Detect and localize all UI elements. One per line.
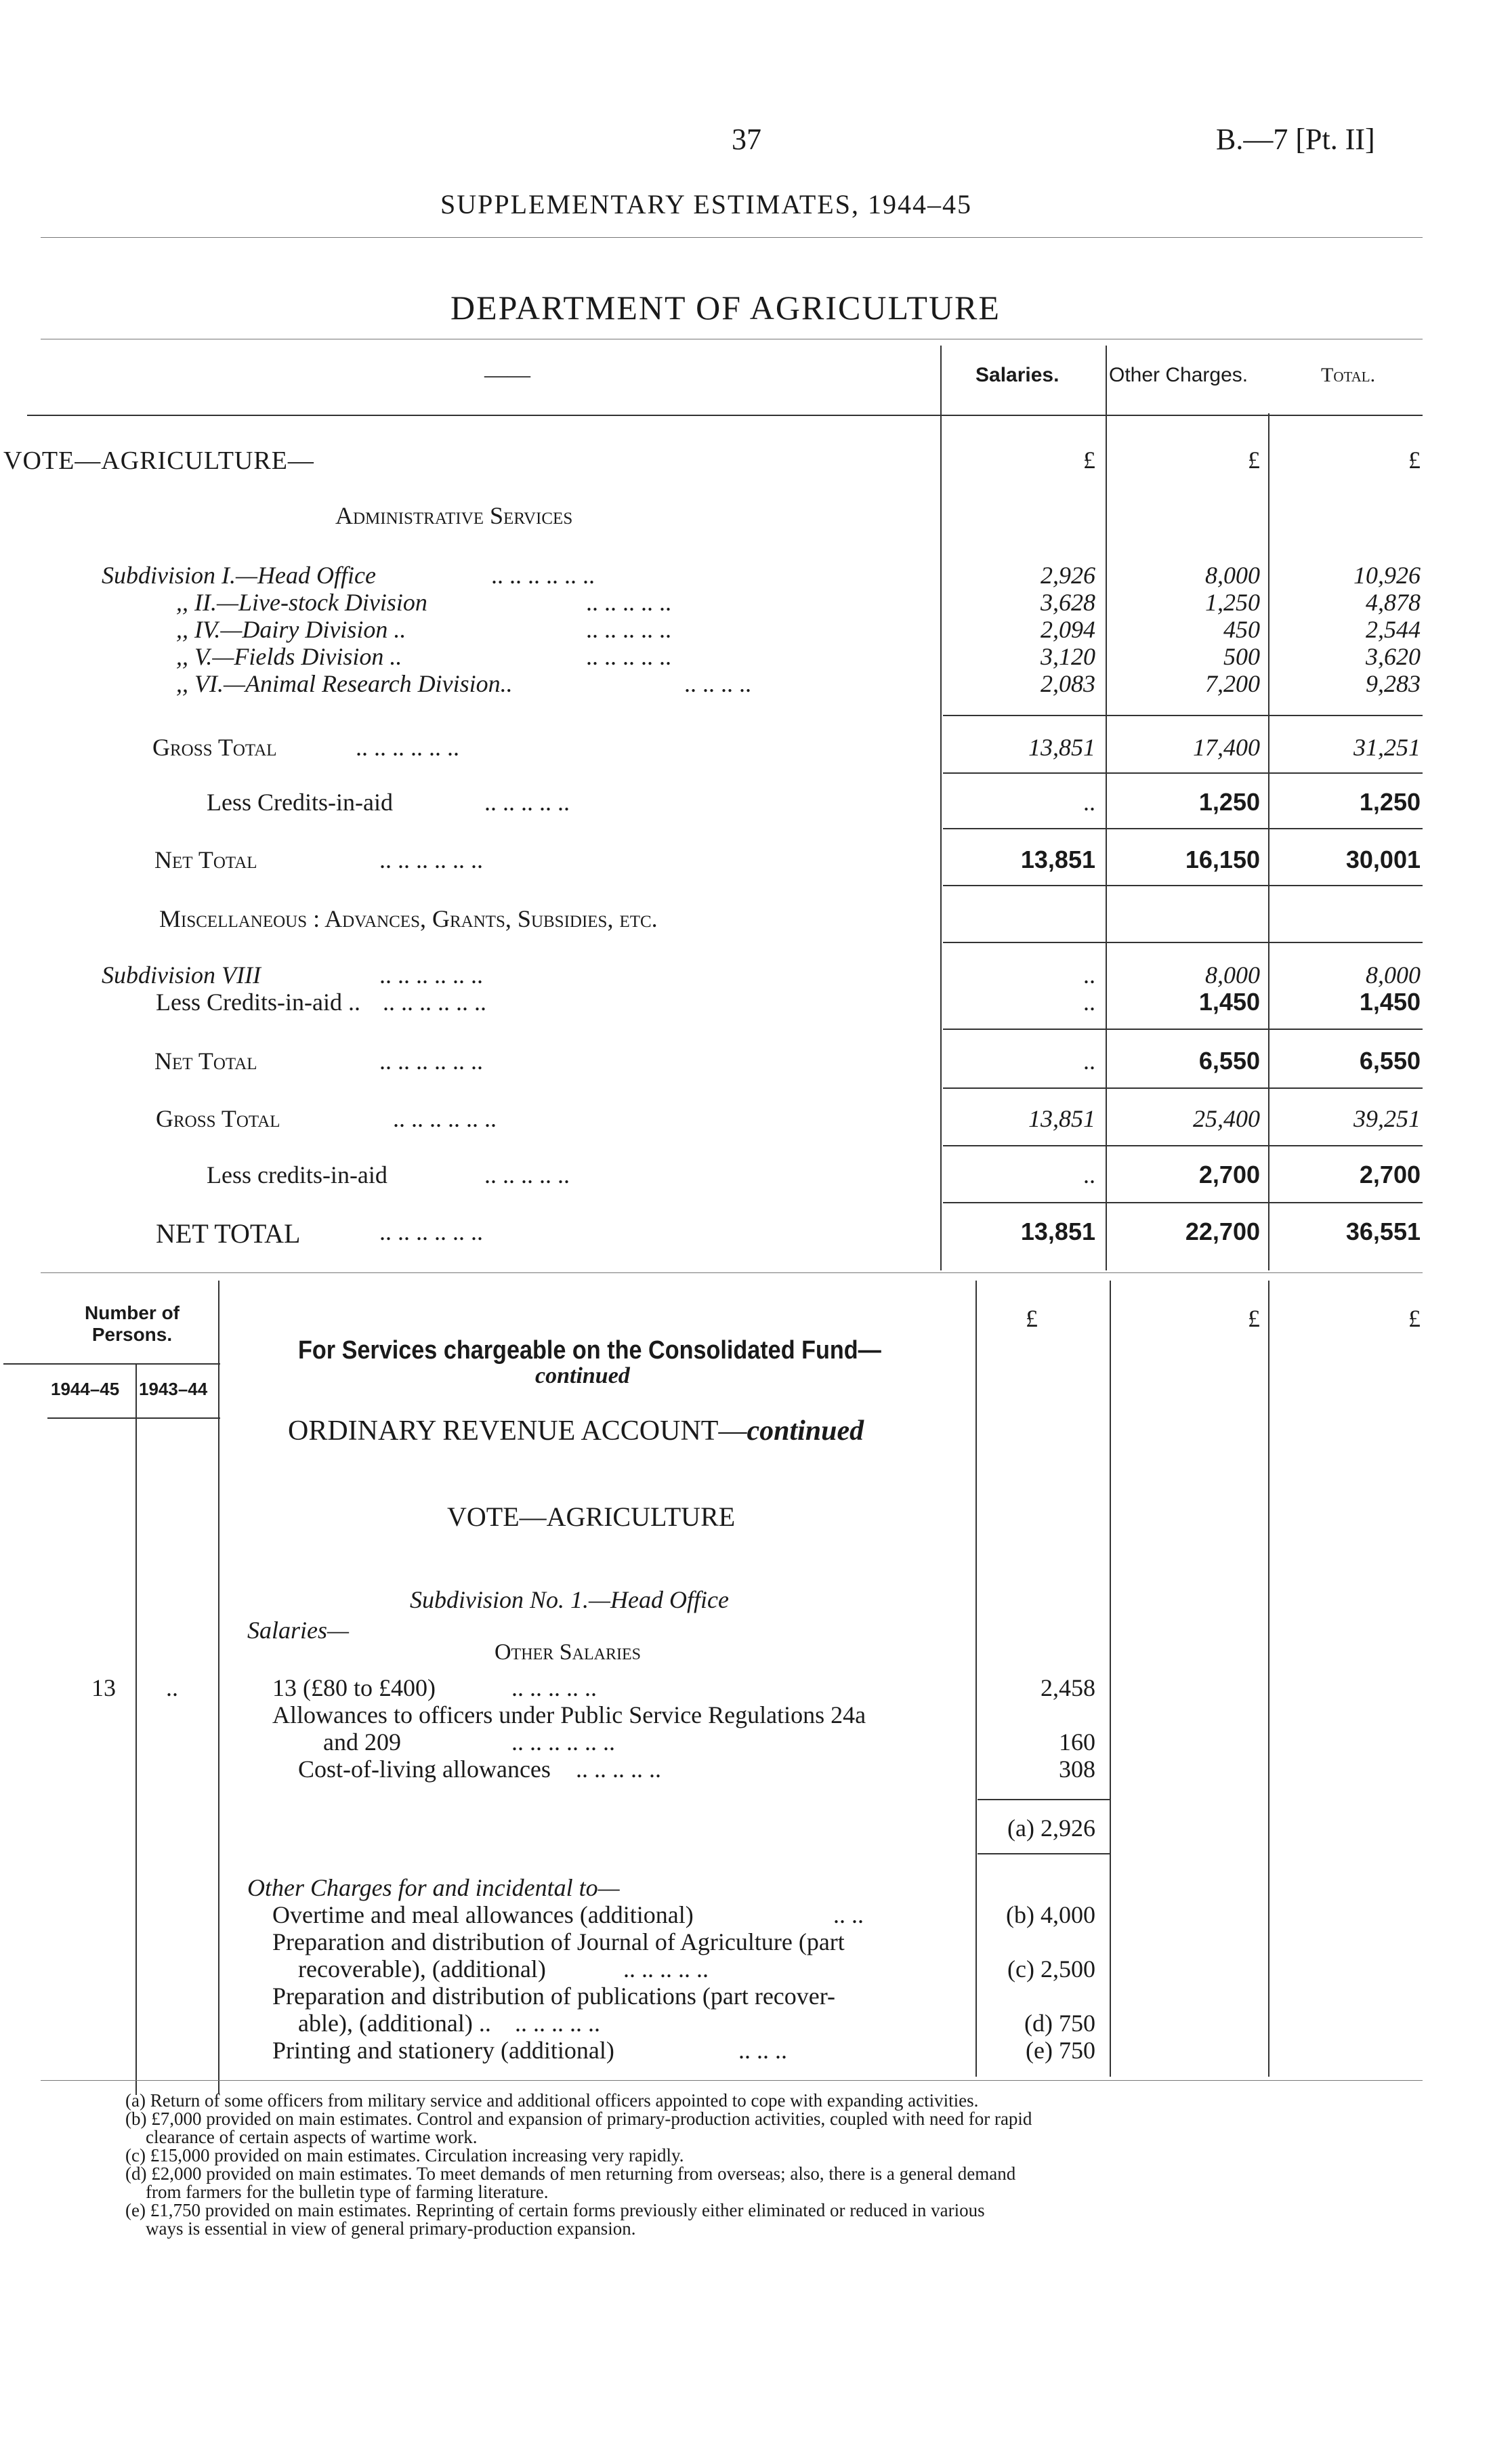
persons-col-rule [135,1363,137,2095]
leader-dots: .. .. .. .. .. [576,1756,661,1783]
persons-1944-45-value: 13 [91,1674,116,1701]
net-total-label: Net Total [154,846,257,873]
rule [943,1029,1423,1030]
sub8-salaries: .. [1083,961,1095,989]
detail-col-rule-3 [1268,1281,1269,2077]
net-total-total: 30,001 [1345,846,1421,873]
net-total-2-label: Net Total [154,1047,257,1075]
leader-dots: .. .. .. .. .. .. [393,1105,497,1132]
less-credits-total: 1,250 [1359,788,1421,816]
salaries-subtotal: (a) 2,926 [1007,1814,1095,1842]
gross-total-2-other: 25,400 [1193,1105,1260,1132]
net-total-final-other: 22,700 [1185,1218,1260,1245]
detail-currency-3: £ [1408,1305,1421,1332]
misc-heading: Miscellaneous : Advances, Grants, Subsidies, etc. [159,905,658,932]
currency-total: £ [1408,447,1421,474]
charge-amount: (b) 4,000 [1006,1901,1095,1928]
salary-item-text: and 209 [323,1728,401,1756]
department-heading: DEPARTMENT OF AGRICULTURE [450,289,1001,327]
subdivision-label: Subdivision I.—Head Office [102,562,376,589]
salary-item-amount: 2,458 [1041,1674,1095,1701]
leader-dots: .. .. .. [738,2037,787,2064]
subtotal-rule-bottom [978,1853,1110,1854]
detail-currency-1: £ [1026,1305,1038,1332]
other-charges-value: 450 [1223,616,1260,643]
ordinary-revenue-heading [288,1415,864,1447]
salaries-value: 3,120 [1041,643,1095,670]
vote-heading: VOTE—AGRICULTURE— [3,447,314,475]
sub8-other: 8,000 [1205,961,1260,989]
detail-vote-heading: VOTE—AGRICULTURE [447,1501,736,1532]
net-total-2-salaries: .. [1083,1047,1095,1075]
salaries-value: 2,083 [1041,670,1095,697]
salary-item-text: Cost-of-living allowances [298,1756,551,1783]
sub8-credits-label: Less Credits-in-aid .. [156,989,360,1016]
admin-services-heading: Administrative Services [335,502,573,529]
footnote: clearance of certain aspects of wartime work. [146,2127,478,2147]
net-total-final-label: NET TOTAL [156,1218,301,1249]
leader-dots: .. .. .. .. .. [484,1161,570,1188]
rule-before-gross [943,715,1423,716]
rule [943,1145,1423,1146]
gross-total-2-total: 39,251 [1353,1105,1421,1132]
other-charges-value: 500 [1223,643,1260,670]
gross-total-total: 31,251 [1353,734,1421,761]
year-1943-44: 1943–44 [139,1379,208,1399]
header-salaries: Salaries. [975,364,1059,386]
leader-dots: .. .. .. .. .. .. [491,562,595,589]
salaries-value: 3,628 [1041,589,1095,616]
rule [943,942,1423,943]
salary-item-text: Allowances to officers under Public Service Regulations 24a [272,1701,866,1728]
currency-salaries: £ [1083,447,1095,474]
total-value: 9,283 [1366,670,1421,697]
charge-text: Preparation and distribution of Journal of Agriculture (part [272,1928,845,1955]
header-desc-dash: —— [484,362,530,388]
subdivision-label: ,, II.—Live-stock Division [176,589,427,616]
salaries-label: Salaries— [247,1617,350,1644]
sub8-credits-other: 1,450 [1198,988,1260,1016]
ordinary-revenue-title: ORDINARY REVENUE ACCOUNT— [288,1415,747,1447]
rule [943,772,1423,774]
footnote: (c) £15,000 provided on main estimates. Circulation increasing very rapidly. [125,2145,684,2165]
total-value: 4,878 [1366,589,1421,616]
services-heading: For Services chargeable on the Consolidated Fund— [298,1336,881,1365]
charge-amount: (c) 2,500 [1007,1955,1095,1983]
leader-dots: .. .. .. .. [684,670,751,697]
charge-text: Preparation and distribution of publications (part recover- [272,1983,836,2010]
charge-text: Overtime and meal allowances (additional) [272,1901,694,1928]
charge-text: able), (additional) .. [298,2010,491,2037]
net-total-final-salaries: 13,851 [1020,1218,1095,1245]
gross-total-salaries: 13,851 [1028,734,1095,761]
leader-dots: .. .. .. .. .. [586,643,671,670]
leader-dots: .. .. .. .. .. [586,589,671,616]
other-charges-value: 7,200 [1205,670,1260,697]
less-credits-2-label: Less credits-in-aid [207,1161,387,1188]
net-total-2-other: 6,550 [1198,1047,1260,1075]
detail-col-rule-1 [975,1281,977,2077]
persons-1943-44-value: .. [166,1674,178,1701]
gross-total-label: Gross Total [152,734,277,761]
footnote-rule [41,2080,1423,2081]
less-credits-salaries: .. [1083,789,1095,816]
page-number: 37 [732,123,761,156]
leader-dots: .. .. .. .. .. [515,2010,600,2037]
total-value: 2,544 [1366,616,1421,643]
salary-item-amount: 308 [1059,1756,1095,1783]
total-value: 10,926 [1353,562,1421,589]
leader-dots: .. .. .. .. .. .. [511,1728,615,1756]
detail-currency-2: £ [1248,1305,1260,1332]
year-header-rule [47,1417,220,1419]
section-divider [41,1272,1423,1273]
salaries-value: 2,926 [1041,562,1095,589]
subdivision-viii-label: Subdivision VIII [102,961,261,989]
footnote: (d) £2,000 provided on main estimates. To meet demands of men returning from overseas; also, there is a general demand [125,2163,1016,2184]
other-salaries-heading: Other Salaries [495,1640,641,1665]
charge-text: recoverable), (additional) [298,1955,546,1983]
less-credits-other: 1,250 [1198,788,1260,816]
rule [943,885,1423,886]
persons-header: Number of Persons. [85,1302,180,1345]
salaries-value: 2,094 [1041,616,1095,643]
ordinary-continued: continued [747,1415,864,1447]
subdivision-label: ,, IV.—Dairy Division .. [176,616,406,643]
rule [943,1202,1423,1203]
year-1944-45: 1944–45 [51,1379,120,1399]
col-rule-2 [1106,346,1107,1270]
leader-dots: .. .. .. .. .. .. [379,1047,483,1075]
total-value: 3,620 [1366,643,1421,670]
leader-dots: .. .. .. .. .. .. [379,961,483,989]
persons-header-rule [3,1363,220,1365]
footnote: (a) Return of some officers from military service and additional officers appointed to cope with expanding activities. [125,2090,979,2111]
rule [943,1087,1423,1089]
leader-dots: .. .. .. .. .. .. [379,846,483,873]
gross-total-2-label: Gross Total [156,1105,280,1132]
gross-total-2-salaries: 13,851 [1028,1105,1095,1132]
charge-amount: (d) 750 [1024,2010,1095,2037]
header-rule [27,415,1423,416]
other-charges-value: 1,250 [1205,589,1260,616]
leader-dots: .. .. .. .. .. [623,1955,709,1983]
footnote: ways is essential in view of general primary-production expansion. [146,2218,636,2239]
less-credits-2-salaries: .. [1083,1161,1095,1188]
title-rule [41,237,1423,238]
page-title: SUPPLEMENTARY ESTIMATES, 1944–45 [440,189,972,220]
services-continued: continued [535,1363,630,1388]
net-total-other: 16,150 [1185,846,1260,873]
subtotal-rule [978,1799,1110,1800]
less-credits-2-other: 2,700 [1198,1161,1260,1188]
detail-subdivision-heading: Subdivision No. 1.—Head Office [410,1586,729,1613]
leader-dots: .. .. .. .. .. .. [356,734,459,761]
sub8-total: 8,000 [1366,961,1421,989]
leader-dots: .. .. .. .. .. [511,1674,597,1701]
salary-item-text: 13 (£80 to £400) [272,1674,436,1701]
gross-total-other: 17,400 [1193,734,1260,761]
page-reference: B.—7 [Pt. II] [1216,123,1375,156]
sub8-credits-salaries: .. [1083,989,1095,1016]
footnote: from farmers for the bulletin type of farming literature. [146,2182,549,2202]
leader-dots: .. .. .. .. .. .. [379,1218,483,1245]
detail-col-rule-2 [1110,1281,1111,2077]
leader-dots: .. .. .. .. .. .. [383,989,486,1016]
less-credits-label: Less Credits-in-aid [207,789,393,816]
net-total-salaries: 13,851 [1020,846,1095,873]
subdivision-label: ,, VI.—Animal Research Division.. [176,670,513,697]
leader-dots: .. .. .. .. .. [586,616,671,643]
subdivision-label: ,, V.—Fields Division .. [176,643,402,670]
col-rule-3 [1268,413,1269,1270]
charge-amount: (e) 750 [1026,2037,1095,2064]
header-other-charges: Other Charges. [1109,364,1248,386]
salary-item-amount: 160 [1059,1728,1095,1756]
header-total: Total. [1321,364,1376,386]
net-total-final-total: 36,551 [1345,1218,1421,1245]
desc-col-rule [218,1281,219,2094]
leader-dots: .. .. .. .. .. [484,789,570,816]
other-charges-label: Other Charges for and incidental to— [247,1874,620,1901]
charge-text: Printing and stationery (additional) [272,2037,614,2064]
currency-other: £ [1248,447,1260,474]
less-credits-2-total: 2,700 [1359,1161,1421,1188]
sub8-credits-total: 1,450 [1359,988,1421,1016]
footnote: (e) £1,750 provided on main estimates. Reprinting of certain forms previously either eliminated or reduced in various [125,2200,985,2220]
other-charges-value: 8,000 [1205,562,1260,589]
footnote: (b) £7,000 provided on main estimates. Control and expansion of primary-production activities, coupled with need for rapid [125,2109,1032,2129]
rule [943,828,1423,829]
leader-dots: .. .. [833,1901,864,1928]
net-total-2-total: 6,550 [1359,1047,1421,1075]
col-rule-1 [940,346,942,1270]
